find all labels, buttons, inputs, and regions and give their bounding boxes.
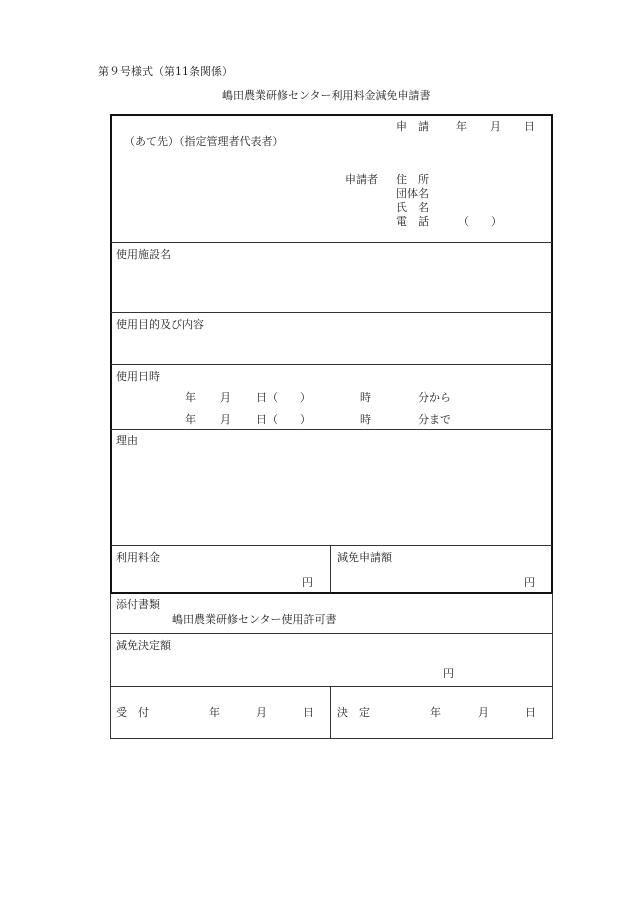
reduction-request-label: 減免申請額 xyxy=(337,551,392,564)
decision-month-label: 月 xyxy=(478,706,489,719)
received-day-label: 日 xyxy=(303,706,314,719)
usage-fee-yen: 円 xyxy=(302,576,313,589)
divider-decision xyxy=(110,686,553,687)
form-title: 嶋田農業研修センター利用料金減免申請書 xyxy=(222,89,431,102)
received-year-label: 年 xyxy=(209,706,220,719)
name-label: 氏 名 xyxy=(396,201,429,214)
start-hour-label: 時 xyxy=(360,391,371,404)
decision-amount-yen: 円 xyxy=(443,667,454,680)
end-month-label: 月 xyxy=(220,413,231,426)
start-minute-from-label: 分から xyxy=(418,391,451,404)
address-label: 住 所 xyxy=(396,173,429,186)
divider-facility xyxy=(111,312,552,313)
application-month-label: 月 xyxy=(490,120,501,133)
form-frame xyxy=(110,114,553,594)
group-name-label: 団体名 xyxy=(396,187,429,200)
application-date-label: 申 請 xyxy=(396,120,429,133)
decision-amount-label: 減免決定額 xyxy=(116,639,171,652)
decision-year-label: 年 xyxy=(430,706,441,719)
divider-fees-vertical xyxy=(330,546,331,593)
end-minute-to-label: 分まで xyxy=(418,413,451,426)
divider-footer-vertical xyxy=(330,686,331,739)
reason-label: 理由 xyxy=(116,434,138,447)
divider-purpose xyxy=(111,364,552,365)
start-year-label: 年 xyxy=(185,391,196,404)
applicant-label: 申請者 xyxy=(345,173,378,186)
phone-paren: （ ） xyxy=(458,215,502,228)
divider-datetime xyxy=(111,429,552,430)
form-number: 第９号様式（第11条関係） xyxy=(98,65,233,78)
attachment-item: 嶋田農業研修センター使用許可書 xyxy=(172,613,337,626)
reduction-request-yen: 円 xyxy=(524,576,535,589)
phone-label: 電 話 xyxy=(396,215,429,228)
application-year-label: 年 xyxy=(456,120,467,133)
received-label: 受 付 xyxy=(116,706,149,719)
start-month-label: 月 xyxy=(220,391,231,404)
application-day-label: 日 xyxy=(524,120,535,133)
start-day-label: 日（ ） xyxy=(256,391,311,404)
divider-application xyxy=(111,242,552,243)
facility-label: 使用施設名 xyxy=(116,248,171,261)
usage-fee-label: 利用料金 xyxy=(116,551,160,564)
purpose-label: 使用目的及び内容 xyxy=(116,318,204,331)
received-month-label: 月 xyxy=(256,706,267,719)
usage-datetime-label: 使用日時 xyxy=(116,370,160,383)
divider-reason xyxy=(111,545,552,546)
decision-day-label: 日 xyxy=(525,706,536,719)
attachments-label: 添付書類 xyxy=(116,598,160,611)
end-day-label: 日（ ） xyxy=(256,413,311,426)
divider-attachments xyxy=(110,633,553,634)
end-hour-label: 時 xyxy=(360,413,371,426)
decision-label: 決 定 xyxy=(337,706,370,719)
end-year-label: 年 xyxy=(185,413,196,426)
addressee: （あて先）（指定管理者代表者） xyxy=(124,135,284,148)
